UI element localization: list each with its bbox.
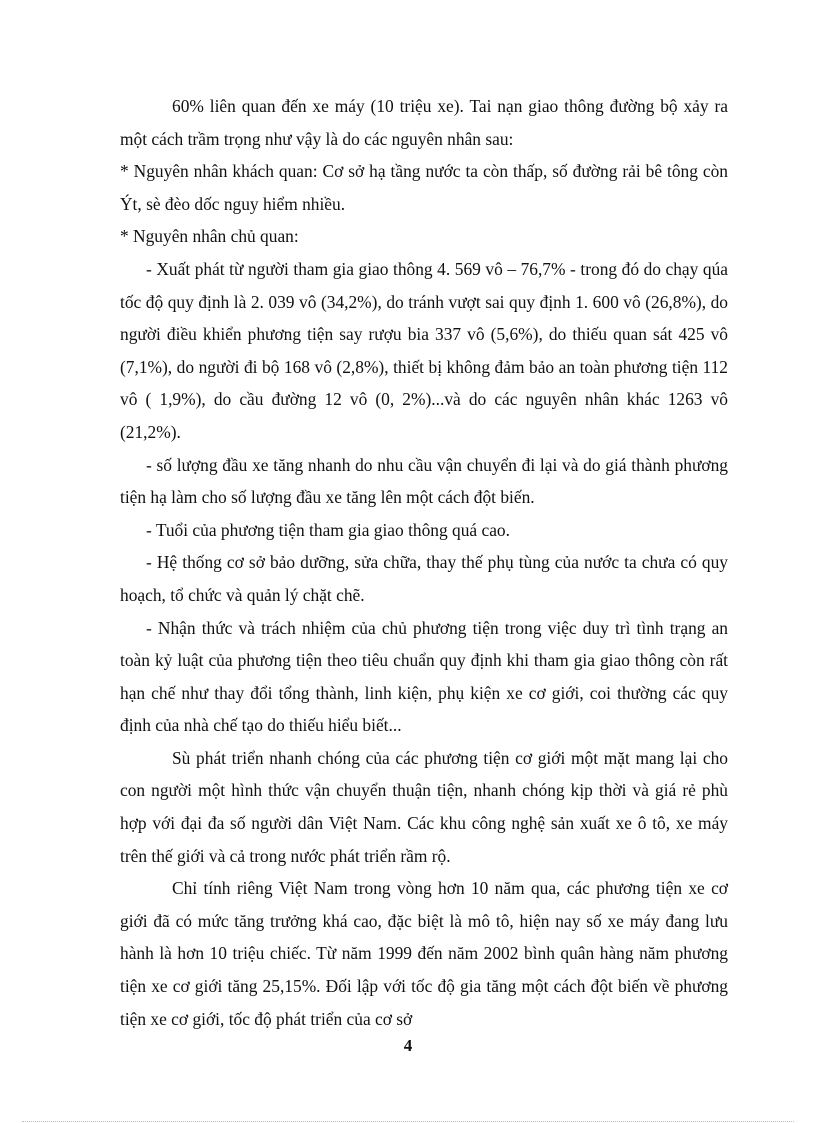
paragraph-owner-awareness: - Nhận thức và trách nhiệm của chủ phương tiện trong việc duy trì tình trạng an toàn kỷ luật của phương tiện theo tiêu chuẩn quy định khi tham gia giao thông còn rất hạn chế như thay đổi tổng thành, linh kiện, phụ kiện xe cơ giới, coi thường các quy định của nhà chế tạo do thiếu hiểu biết...	[120, 617, 728, 736]
paragraph-objective-causes: * Nguyên nhân khách quan: Cơ sở hạ tầng nước ta còn thấp, số đường rải bê tông còn Ýt, sè đèo dốc nguy hiểm nhiều.	[120, 161, 728, 214]
paragraph-participant-causes: - Xuất phát từ người tham gia giao thông 4. 569 vô – 76,7% - trong đó do chạy qúa tốc độ quy định là 2. 039 vô (34,2%), do tránh vượt sai quy định 1. 600 vô (26,8%), do người điều khiển phương tiện say rượu bia 337 vô (5,6%), do thiếu quan sát 425 vô (7,1%), do người đi bộ 168 vô (2,8%), thiết bị không đảm bảo an toàn phương tiện 112 vô ( 1,9%), do cầu đường 12 vô (0, 2%)...và do các nguyên nhân khác 1263 vô (21,2%).	[120, 258, 728, 442]
body-text	[120, 90, 728, 1035]
paragraph-vehicle-age: - Tuổi của phương tiện tham gia giao thông quá cao.	[146, 519, 510, 540]
page-bottom-divider	[22, 1121, 794, 1122]
paragraph-maintenance-system: - Hệ thống cơ sở bảo dưỡng, sửa chữa, thay thế phụ tùng của nước ta chưa có quy hoạch, tổ chức và quản lý chặt chẽ.	[120, 552, 728, 605]
paragraph-accident-causes-intro: 60% liên quan đến xe máy (10 triệu xe). Tai nạn giao thông đường bộ xảy ra một cách trầm trọng như vậy là do các nguyên nhân sau:	[120, 96, 728, 149]
paragraph-vehicle-growth: - số lượng đầu xe tăng nhanh do nhu cầu vận chuyển đi lại và do giá thành phương tiện hạ làm cho số lượng đầu xe tăng lên một cách đột biến.	[120, 454, 728, 508]
paragraph-subjective-causes-heading: * Nguyên nhân chủ quan:	[120, 226, 299, 247]
page-number: 4	[403, 1036, 413, 1055]
paragraph-vehicle-development: Sù phát triển nhanh chóng của các phương tiện cơ giới một mặt mang lại cho con người một hình thức vận chuyển thuận tiện, nhanh chóng kịp thời và giá rẻ phù hợp với đại đa số người dân Việt Nam. Các khu công nghệ sản xuất xe ô tô, xe máy trên thế giới và cả trong nước phát triển rầm rộ.	[120, 747, 728, 866]
paragraph-vietnam-growth: Chỉ tính riêng Việt Nam trong vòng hơn 10 năm qua, các phương tiện xe cơ giới đã có mức tăng trưởng khá cao, đặc biệt là mô tô, hiện nay số xe máy đang lưu hành là hơn 10 triệu chiếc. Từ năm 1999 đến năm 2002 bình quân hàng năm phương tiện xe cơ giới tăng 25,15%. Đối lập với tốc độ gia tăng một cách đột biến về phương tiện xe cơ giới, tốc độ phát triển của cơ sở	[120, 878, 728, 1029]
